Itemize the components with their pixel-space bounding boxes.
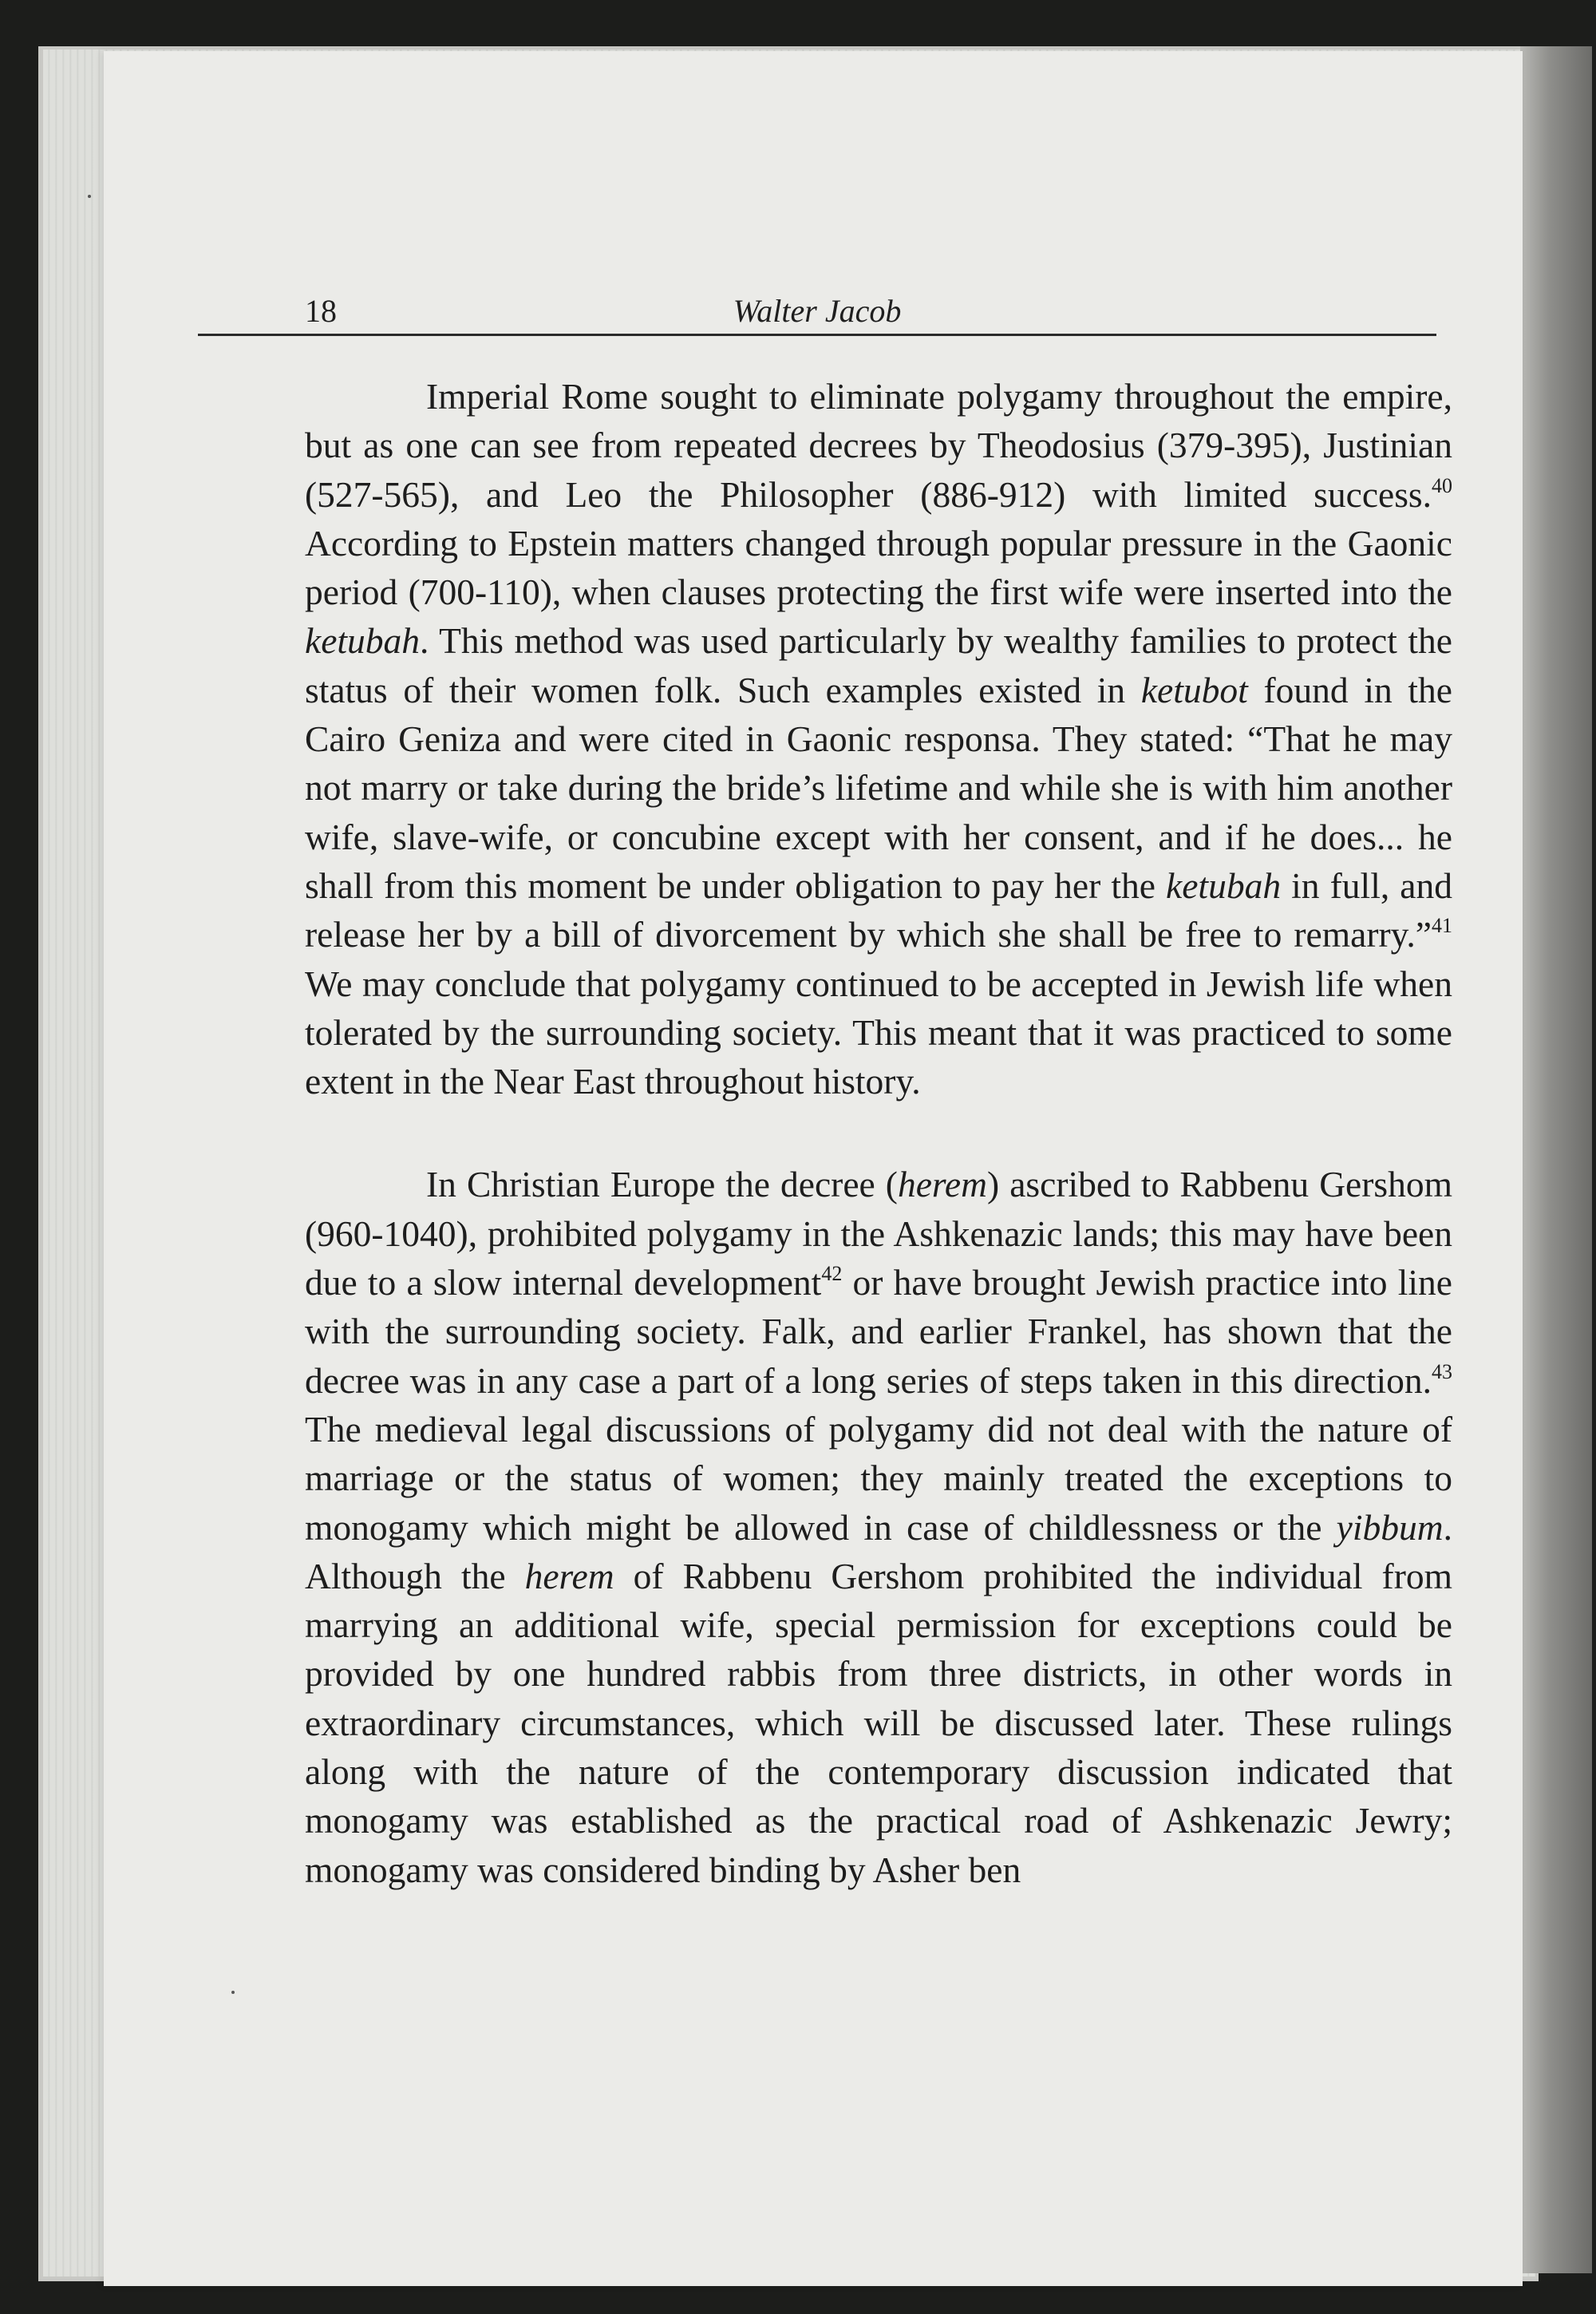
text-run: . Although the (305, 1506, 1452, 1596)
speck (88, 195, 91, 198)
paragraph-1 (305, 372, 1452, 1106)
text-run: . This method was used particularly by wealthy families to protect the status of their women folk. Such examples existed in (305, 620, 1452, 710)
page-number: 18 (305, 293, 337, 329)
italic-term: ketubah (305, 620, 421, 662)
text-run: The medieval legal discussions of polygamy did not deal with the nature of marriage or the status of women; they mainly treated the exceptions to monogamy which might be allowed in case of childlessness or the (305, 1408, 1452, 1548)
running-head: Walter Jacob (733, 293, 902, 329)
footnote-ref: 40 (1432, 473, 1452, 497)
text-run: In Christian Europe the decree ( (426, 1164, 898, 1205)
text-run: of Rabbenu Gershom prohibited the individual from marrying an additional wife, special permission for exceptions could be provided by one hundred rabbis from three districts, in other words in extraordinary circumstances, which will be discussed later. These rulings along with the nature of the contemporary discussion indicated that monogamy was established as the practical road of Ashkenazic Jewry; monogamy was considered binding by Asher ben (305, 1555, 1452, 1890)
italic-term: yibbum (1336, 1506, 1444, 1548)
page-header (198, 292, 1436, 336)
italic-term: herem (897, 1164, 987, 1205)
footnote-ref: 42 (821, 1261, 843, 1285)
speck (231, 1991, 235, 1994)
italic-term: ketubah (1166, 864, 1282, 906)
text-run: found in the Cairo Geniza and were cited in Gaonic responsa. They stated: “That he may not marry or take during the bride’s lifetime and while she is with him another wife, slave-wife, or concubine except with her consent, and if he does... he shall from this moment be under obligation to pay her the (305, 669, 1452, 906)
body-text (305, 372, 1452, 1894)
footnote-ref: 41 (1432, 914, 1452, 938)
text-run: According to Epstein matters changed through popular pressure in the Gaonic period (700-110), when clauses protecting the first wife were inserted into the (305, 522, 1452, 613)
text-run: or have brought Jewish practice into line with the surrounding society. Falk, and earlier Frankel, has shown that the decree was in any case a part of a long series of steps taken in this direction. (305, 1262, 1453, 1401)
paragraph-2 (305, 1160, 1452, 1893)
italic-term: ketubot (1140, 669, 1248, 710)
italic-term: herem (524, 1555, 614, 1596)
text-run: ) ascribed to Rabbenu Gershom (960-1040), prohibited polygamy in the Ashkenazic lands; this may have been due to a slow internal development (305, 1164, 1453, 1303)
footnote-ref: 43 (1432, 1359, 1452, 1383)
text-run: in full, and release her by a bill of divorcement by which she shall be free to remarry.” (305, 864, 1452, 955)
text-run: We may conclude that polygamy continued to be accepted in Jewish life when tolerated by the surrounding society. This meant that it was practiced to some extent in the Near East throughout history. (305, 963, 1452, 1102)
facing-page-edge (1520, 46, 1592, 2273)
text-run: Imperial Rome sought to eliminate polygamy throughout the empire, but as one can see from repeated decrees by Theodosius (379-395), Justinian (527-565), and Leo the Philosopher (886-912) with limited success. (305, 376, 1452, 515)
